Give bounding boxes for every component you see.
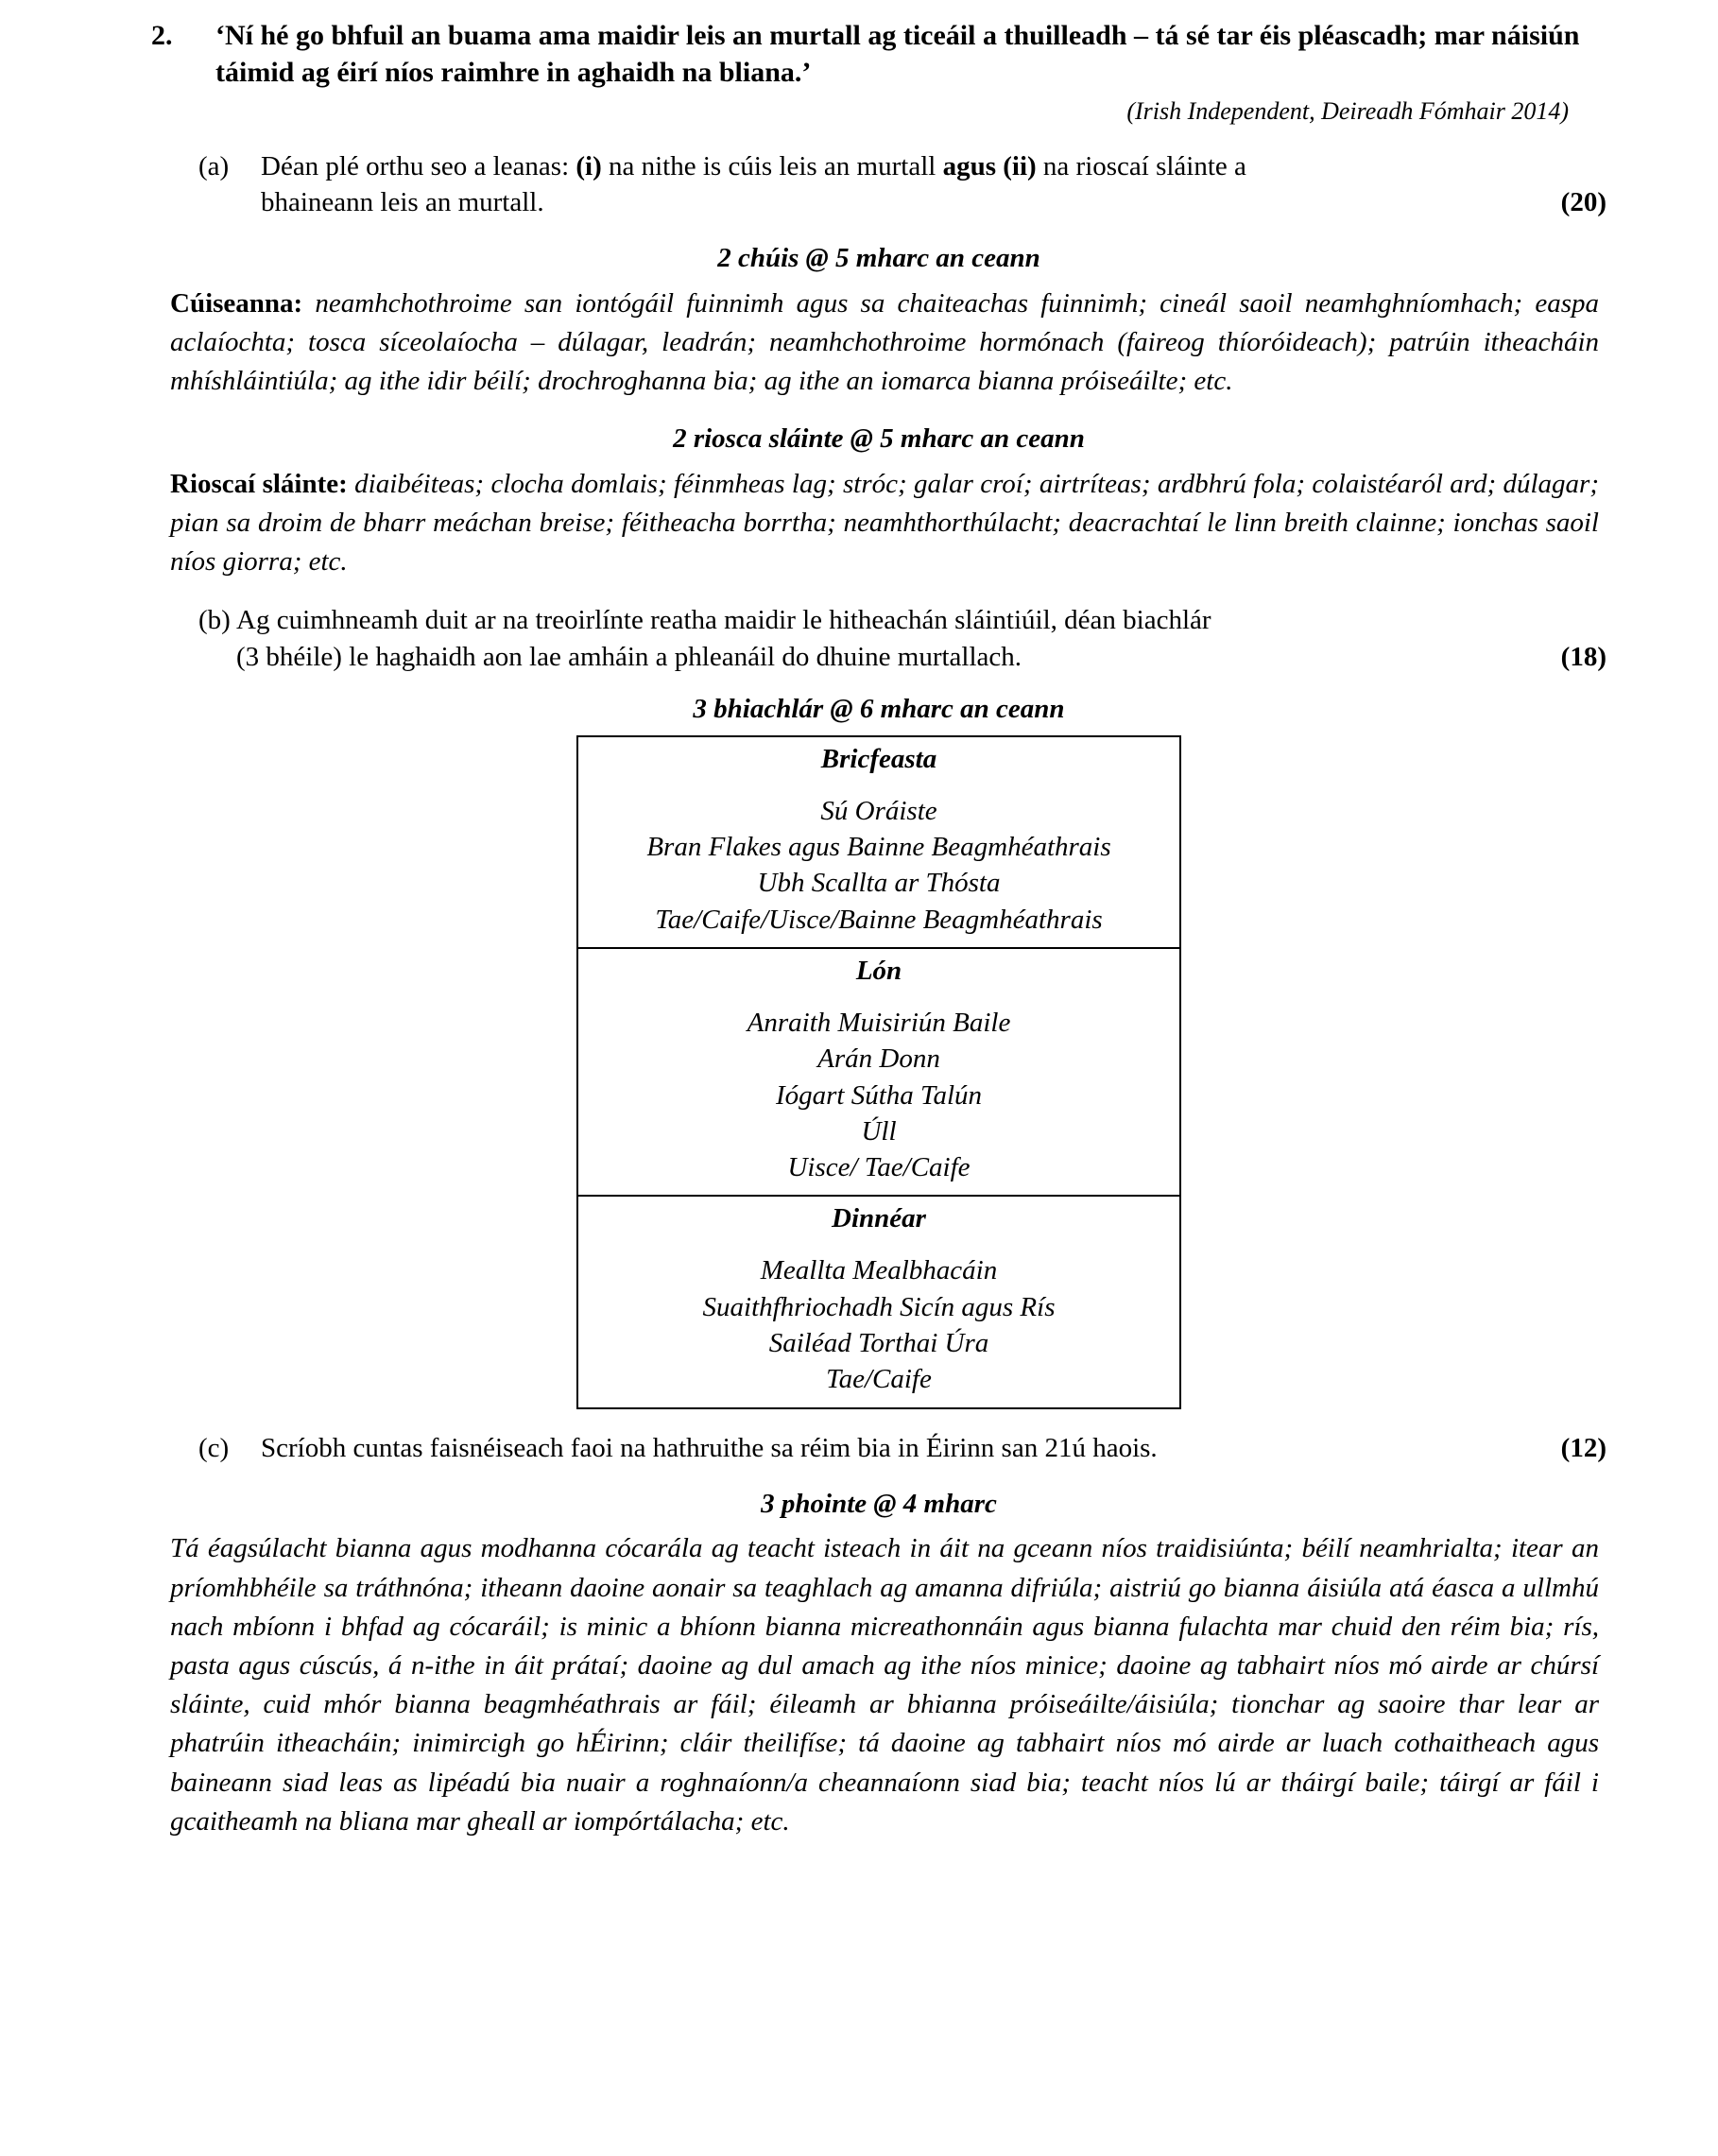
changes-answer: Tá éagsúlacht bianna agus modhanna cócarála ag teacht isteach in áit na gceann níos traidisiúnta; béilí neamhrialta; itear an príomhbhéile sa tráthnóna; itheann daoine aonair sa teaghlach ag amanna difriúla; aistriú go bianna áisiúla atá éasca a ullmhú nach mbíonn i bhfad ag cócaráil; is minic a bhíonn bianna micreathonnáin agus bianna fulachta mar chuid den réim bia; rís, pasta agus cúscús, á n-ithe in áit prátaí; daoine ag dul amach ag ithe níos minice; daoine ag tabhairt níos mó airde ar chúrsí sláinte, cuid mhór bianna beagmhéathrais ar fáil; éileamh ar bhianna próiseáilte/áisiúla; tionchar ag saoire thar lear ar phatrúin itheacháin; inimircigh go hÉirinn; cláir theilifíse; tá daoine ag tabhairt níos mó airde ar luach cothaitheach agus baineann siad leas as lipéadú bia nuair a roghnaíonn/a cheannaíonn siad bia; teacht níos lú ar tháirgí baile; táirgí ar fáil i gcaitheamh na bliana mar gheall ar iompórtálacha; etc. bbox=[170, 1533, 1599, 1837]
menu-section-lunch bbox=[578, 949, 1179, 1197]
part-c-body bbox=[261, 1430, 1606, 1466]
part-a-text-2: na nithe is cúis leis an murtall bbox=[601, 150, 943, 181]
question-header bbox=[151, 17, 1606, 91]
causes-label: Cúiseanna: bbox=[170, 287, 303, 319]
menu-section-title: Dinnéar bbox=[832, 1203, 926, 1234]
part-b-line-2-text: (3 bhéile) le haghaidh aon lae amháin a phleanáil do dhuine murtallach. bbox=[236, 641, 1022, 672]
menu-section-title: Bricfeasta bbox=[820, 743, 937, 774]
part-a-text-3: na rioscaí sláinte a bbox=[1036, 150, 1246, 181]
part-a-letter: (a) bbox=[198, 150, 230, 181]
risks-label: Rioscaí sláinte: bbox=[170, 468, 348, 499]
menu-item: Tae/Caife/Uisce/Bainne Beagmhéathrais bbox=[655, 904, 1103, 935]
part-b-letter: (b) bbox=[198, 605, 231, 636]
menu-item: Anraith Muisiriún Baile bbox=[747, 1008, 1011, 1038]
part-b-marks: (18) bbox=[1560, 641, 1606, 672]
risks-text: diaibéiteas; clocha domlais; féinmheas lag; stróc; galar croí; airtríteas; ardbhrú fola; colaistéaról ard; dúlagar; pian sa droim de bharr meáchan breise; féitheacha borrtha; neamhthorthúlacht; deacrachtaí le linn breith clainne; ionchas saoil níos giorra; etc. bbox=[170, 468, 1599, 578]
part-a-roman-i: (i) bbox=[576, 150, 602, 181]
menu-section-title: Lón bbox=[855, 955, 902, 986]
quote-source: (Irish Independent, Deireadh Fómhair 2014) bbox=[1126, 97, 1569, 125]
part-a bbox=[151, 148, 1606, 221]
menu-item: Sú Oráiste bbox=[820, 795, 937, 826]
part-a-line-2-text: bhaineann leis an murtall. bbox=[261, 186, 544, 217]
menu-table bbox=[576, 735, 1181, 1409]
menu-table-wrapper bbox=[151, 735, 1606, 1409]
menu-item: Tae/Caife bbox=[826, 1364, 932, 1395]
part-b-body bbox=[236, 602, 1606, 675]
causes-text: neamhchothroime san iontógáil fuinnimh agus sa chaiteachas fuinnimh; cineál saoil neamhghníomhach; easpa aclaíochta; tosca síceolaíocha – dúlagar, leadrán; neamhchothroime hormónach (faireog thíoróideach); patrúin itheacháin mhíshláintiúla; ag ithe idir béilí; drochroghanna bia; ag ithe an iomarca bianna próiseáilte; etc. bbox=[170, 287, 1599, 397]
part-c-line-1: Scríobh cuntas faisnéiseach faoi na hathruithe sa réim bia in Éirinn san 21ú haois. bbox=[261, 1432, 1158, 1463]
risks-marking-heading: 2 riosca sláinte @ 5 mharc an ceann bbox=[673, 423, 1085, 455]
part-c bbox=[151, 1430, 1606, 1466]
part-a-text-1: Déan plé orthu seo a leanas: bbox=[261, 150, 576, 181]
causes-marking-heading: 2 chúis @ 5 mharc an ceann bbox=[717, 243, 1040, 274]
points-marking-heading: 3 phointe @ 4 mharc bbox=[761, 1488, 997, 1519]
part-b-line-2 bbox=[236, 639, 1606, 675]
menu-section-dinner bbox=[578, 1197, 1179, 1406]
part-c-letter: (c) bbox=[198, 1432, 230, 1463]
menu-item: Bran Flakes agus Bainne Beagmhéathrais bbox=[646, 832, 1111, 863]
menu-section-breakfast bbox=[578, 737, 1179, 949]
menu-item: Iógart Sútha Talún bbox=[775, 1079, 983, 1111]
menus-marking-heading: 3 bhiachlár @ 6 mharc an ceann bbox=[693, 693, 1065, 724]
menu-item: Suaithfhriochadh Sicín agus Rís bbox=[702, 1291, 1056, 1322]
part-a-roman-ii: agus (ii) bbox=[942, 150, 1037, 181]
causes-answer bbox=[151, 285, 1606, 402]
menu-item: Sailéad Torthai Úra bbox=[768, 1328, 989, 1358]
risks-answer bbox=[151, 465, 1606, 582]
part-b bbox=[151, 602, 1606, 675]
part-a-line-2 bbox=[261, 184, 1606, 220]
menu-item: Ubh Scallta ar Thósta bbox=[757, 868, 1001, 899]
menu-item: Arán Donn bbox=[817, 1044, 940, 1075]
part-a-marks: (20) bbox=[1560, 186, 1606, 217]
menu-item: Meallta Mealbhacáin bbox=[760, 1255, 998, 1286]
menu-item: Úll bbox=[861, 1115, 897, 1147]
menu-item: Uisce/ Tae/Caife bbox=[787, 1152, 971, 1183]
question-number: 2. bbox=[151, 20, 173, 51]
part-b-line-1: Ag cuimhneamh duit ar na treoirlínte reatha maidir le hitheachán sláintiúil, déan biachlár bbox=[236, 605, 1211, 636]
part-a-body bbox=[261, 148, 1606, 221]
part-c-marks: (12) bbox=[1560, 1432, 1606, 1463]
question-quote: ‘Ní hé go bhfuil an buama ama maidir leis an murtall ag ticeáil a thuilleadh – tá sé tar éis pléascadh; mar náisiún táimid ag éirí níos raimhre in aghaidh na bliana.’ bbox=[215, 20, 1580, 88]
